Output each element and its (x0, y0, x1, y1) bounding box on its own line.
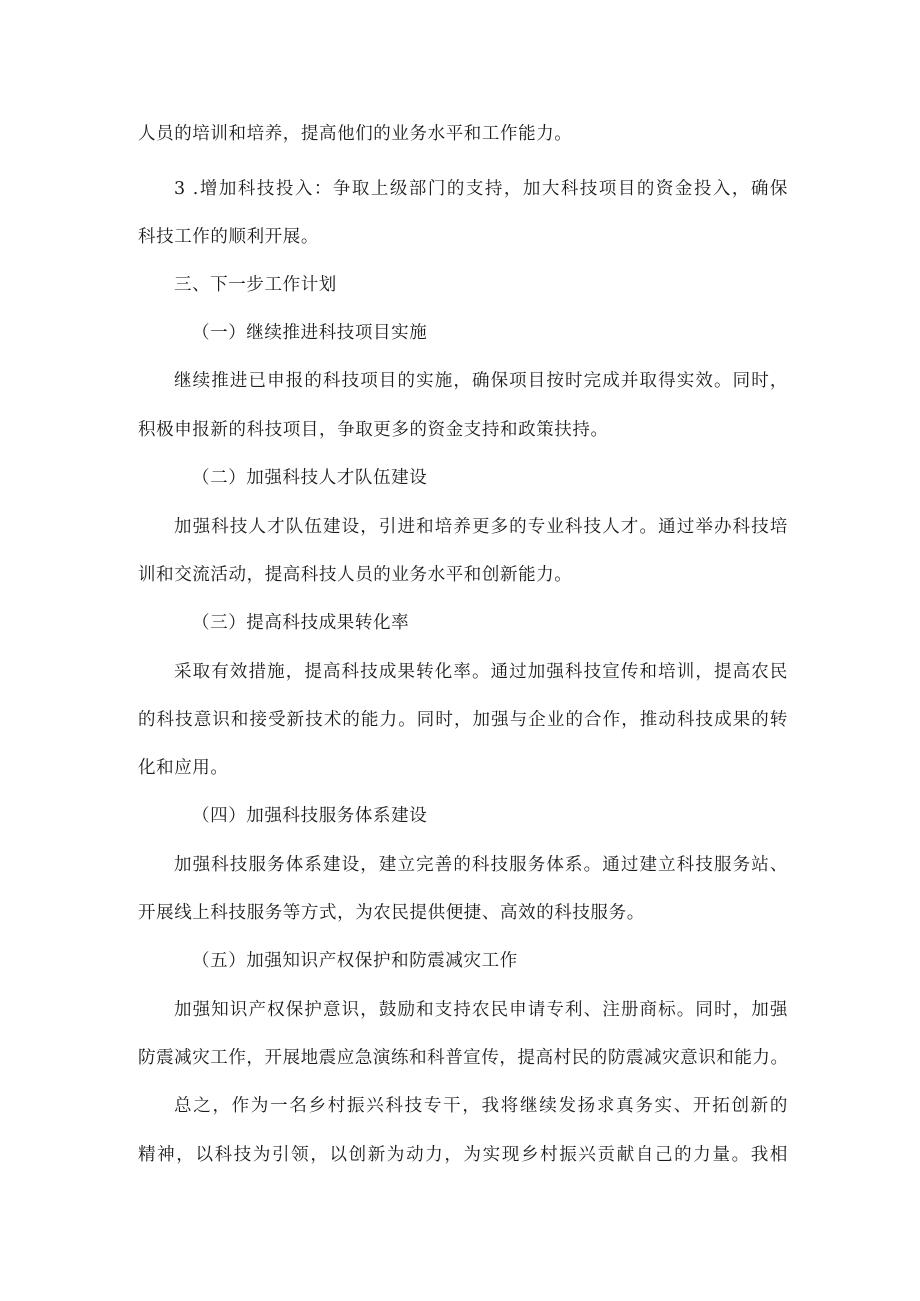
subsection-heading: （一）继续推进科技项目实施 (192, 323, 428, 343)
subsection-heading: （二）加强科技人才队伍建设 (192, 468, 428, 488)
paragraph-line: 积极申报新的科技项目，争取更多的资金支持和政策扶持。 (138, 420, 609, 440)
paragraph-line: 采取有效措施，提高科技成果转化率。通过加强科技宣传和培训，提高农民 (174, 662, 788, 682)
paragraph-line: 加强科技服务体系建设，建立完善的科技服务体系。通过建立科技服务站、 (174, 855, 788, 875)
paragraph-line: 精神，以科技为引领，以创新为动力，为实现乡村振兴贡献自己的力量。我相 (138, 1145, 788, 1165)
paragraph-line: 加强科技人才队伍建设，引进和培养更多的专业科技人才。通过举办科技培 (174, 517, 788, 537)
paragraph-line: 总之，作为一名乡村振兴科技专干，我将继续发扬求真务实、开拓创新的 (174, 1096, 788, 1116)
paragraph-line: 化和应用。 (138, 758, 229, 778)
subsection-heading: （四）加强科技服务体系建设 (192, 806, 428, 826)
paragraph-line: 3 .增加科技投入：争取上级部门的支持，加大科技项目的资金投入，确保 (174, 179, 788, 199)
paragraph-line: 继续推进已申报的科技项目的实施，确保项目按时完成并取得实效。同时， (174, 371, 788, 391)
section-heading: 三、下一步工作计划 (174, 275, 337, 295)
paragraph-line: 人员的培训和培养，提高他们的业务水平和工作能力。 (138, 124, 573, 144)
paragraph-line: 防震减灾工作，开展地震应急演练和科普宣传，提高村民的防震减灾意识和能力。 (138, 1048, 788, 1068)
paragraph-line: 开展线上科技服务等方式，为农民提供便捷、高效的科技服务。 (138, 903, 645, 923)
paragraph-line: 加强知识产权保护意识，鼓励和支持农民申请专利、注册商标。同时，加强 (174, 1000, 788, 1020)
subsection-heading: （三）提高科技成果转化率 (192, 613, 410, 633)
paragraph-line: 科技工作的顺利开展。 (138, 227, 319, 247)
paragraph-line: 训和交流活动，提高科技人员的业务水平和创新能力。 (138, 565, 573, 585)
paragraph-line: 的科技意识和接受新技术的能力。同时，加强与企业的合作，推动科技成果的转 (138, 710, 788, 730)
subsection-heading: （五）加强知识产权保护和防震减灾工作 (192, 951, 518, 971)
